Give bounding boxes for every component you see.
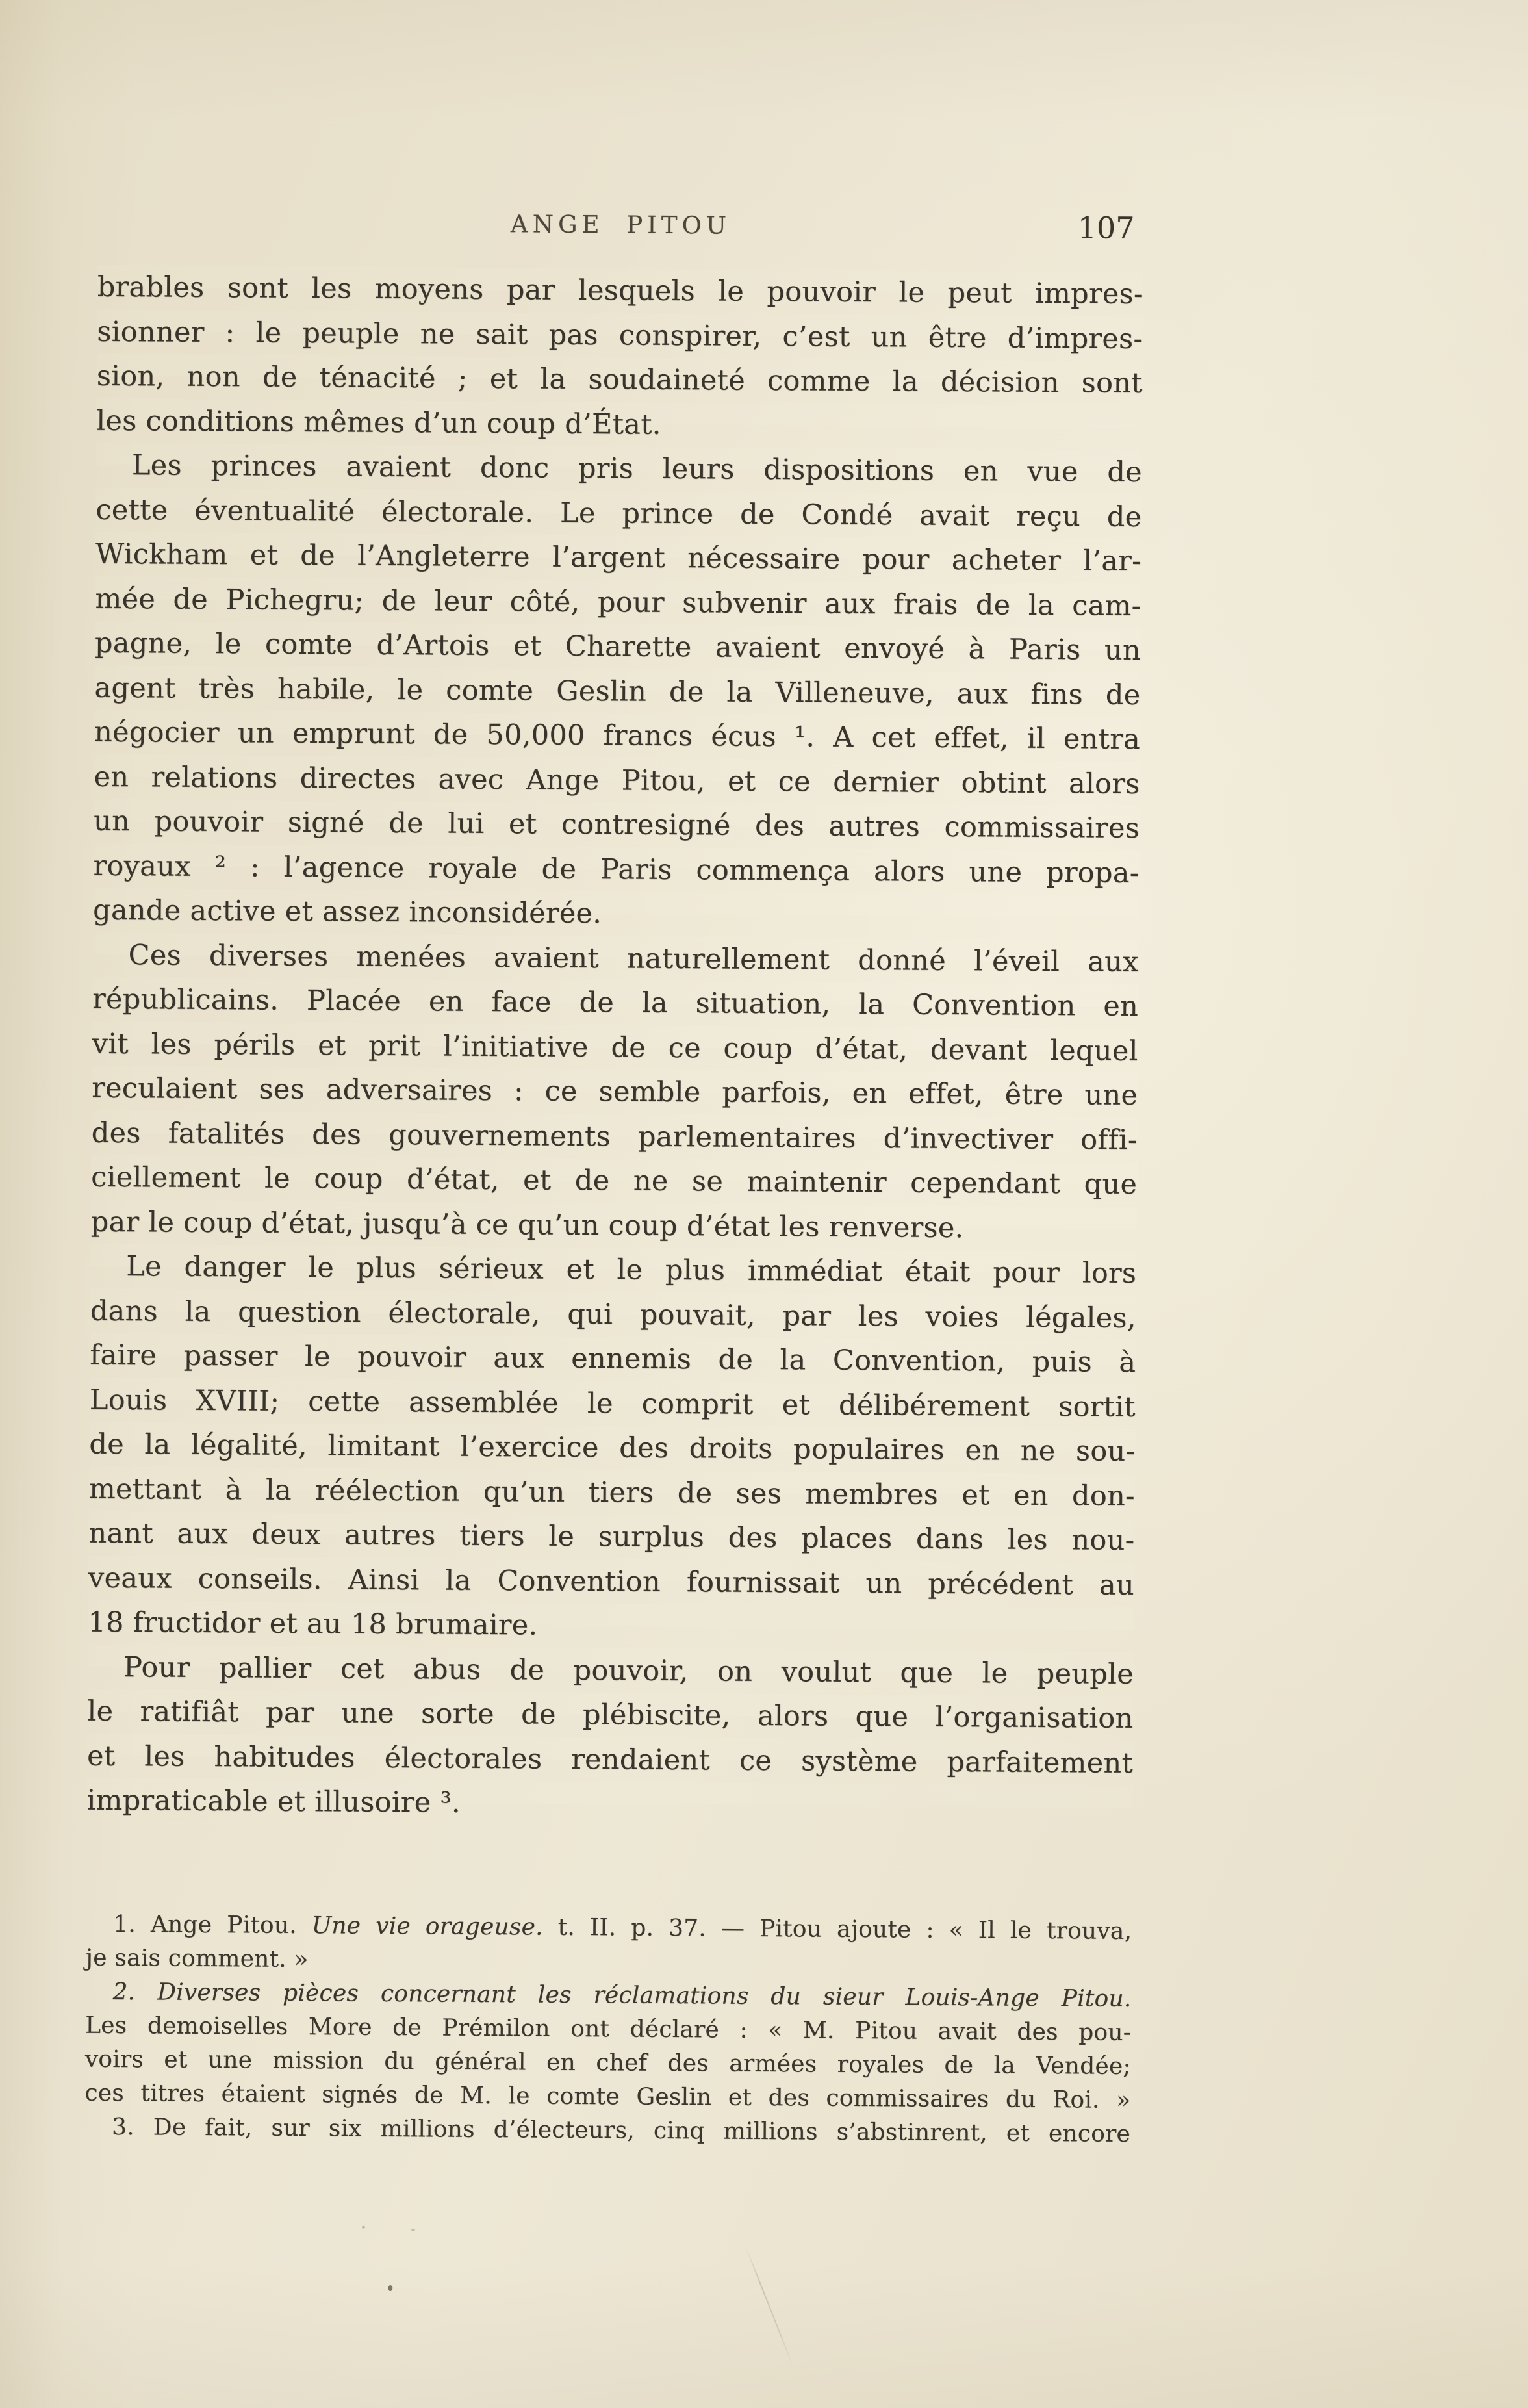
footnote-text: t. II. p. 37. — Pitou ajoute : « Il le trouva, [542, 1914, 1132, 1945]
text-line: des fatalités des gouvernements parlementaires d’invectiver offi- [91, 1116, 1138, 1157]
text-line: pagne, le comte d’Artois et Charette avaient envoyé à Paris un [94, 626, 1141, 667]
text-line: royaux ² : l’agence royale de Paris commença alors une propa- [93, 849, 1140, 890]
text-line: Pour pallier cet abus de pouvoir, on voulut que le peuple [123, 1650, 1134, 1691]
text-line: ciellement le coup d’état, et de ne se maintenir cependant que [91, 1160, 1138, 1201]
footnote-text-italic: Diverses pièces concernant les réclamations du sieur Louis-Ange Pitou. [157, 1979, 1132, 2012]
paragraph [86, 1645, 1134, 1830]
text-line: brables sont les moyens par lesquels le pouvoir le peut impres- [97, 270, 1143, 311]
footnote-text: ces titres étaient signés de M. le comte Geslin et des commissaires du Roi. » [84, 2079, 1131, 2114]
text-line: agent très habile, le comte Geslin de la Villeneuve, aux fins de [94, 671, 1141, 711]
text-line: sionner : le peuple ne sait pas conspirer, c’est un être d’impres- [97, 315, 1143, 355]
text-line: le ratifiât par une sorte de plébiscite, alors que l’organisation [87, 1695, 1134, 1735]
footnote-text: 3. De fait, sur six millions d’électeurs, cinq millions s’abstinrent, et encore [111, 2114, 1131, 2147]
text-line: mée de Pichegru; de leur côté, pour subvenir aux frais de la cam- [95, 582, 1141, 622]
text-line: un pouvoir signé de lui et contresigné des autres commissaires [93, 804, 1140, 845]
paragraph [93, 443, 1142, 940]
footnote-text: Les demoiselles More de Prémilon ont déclaré : « M. Pitou avait des pou- [85, 2012, 1132, 2046]
text-line: vit les périls et prit l’initiative de ce coup d’état, devant lequel [92, 1027, 1138, 1068]
footnote-text: je sais comment. » [85, 1944, 309, 1973]
text-line: cette éventualité électorale. Le prince de Condé avait reçu de [96, 493, 1142, 533]
page-number: 107 [1077, 210, 1135, 246]
footnote-line [84, 2110, 1130, 2151]
text-line: mettant à la réélection qu’un tiers de ses membres et en don- [88, 1472, 1136, 1513]
footnote [84, 2110, 1130, 2151]
footnote-text: voirs et une mission du général en chef des armées royales de la Vendée; [84, 2045, 1131, 2080]
text-line: Louis XVIII; cette assemblée le comprit et délibérement sortit [89, 1383, 1136, 1424]
text-line: négocier un emprunt de 50,000 francs écus ¹. A cet effet, il entra [94, 715, 1141, 756]
footnotes [84, 1908, 1132, 2151]
paper-speck [388, 2285, 392, 2291]
text-line: et les habitudes électorales rendaient ce système parfaitement [86, 1739, 1134, 1780]
footnote [86, 1908, 1132, 1982]
text-line: faire passer le pouvoir aux ennemis de la Convention, puis à [90, 1338, 1136, 1379]
footnote-text-italic: Une vie orageuse. [311, 1912, 543, 1941]
text-line: sion, non de ténacité ; et la soudaineté comme la décision sont [96, 359, 1143, 400]
text-line: en relations directes avec Ange Pitou, et ce dernier obtint alors [94, 760, 1140, 801]
running-title: ANGE PITOU [510, 210, 732, 240]
paper-speck [362, 2226, 365, 2229]
body-text [86, 265, 1143, 1830]
text-line: Les princes avaient donc pris leurs dispositions en vue de [131, 449, 1143, 489]
text-line: Wickham et de l’Angleterre l’argent nécessaire pour acheter l’ar- [95, 537, 1142, 578]
footnote-text-italic: 2. [112, 1979, 158, 2006]
paper-speck [411, 2229, 415, 2231]
text-line: de la légalité, limitant l’exercice des droits populaires en ne sou- [89, 1428, 1136, 1468]
text-line: 18 fructidor et au 18 brumaire. [88, 1606, 538, 1642]
page-header [97, 207, 1143, 253]
paragraph [88, 1244, 1136, 1652]
paragraph [96, 265, 1143, 450]
text-line: nant aux deux autres tiers le surplus des places dans les nou- [88, 1517, 1135, 1557]
text-line: les conditions mêmes d’un coup d’État. [96, 404, 661, 441]
paper-scratch [745, 2248, 793, 2366]
text-line: reculaient ses adversaires : ce semble parfois, en effet, être une [92, 1071, 1138, 1112]
footnote [84, 1975, 1131, 2118]
text-line: Ces diverses menées avaient naturellement donné l’éveil aux [128, 938, 1139, 979]
text-line: républicains. Placée en face de la situation, la Convention en [92, 982, 1139, 1023]
text-line: dans la question électorale, qui pouvait, par les voies légales, [90, 1294, 1136, 1335]
text-line: impraticable et illusoire ³. [86, 1784, 461, 1819]
paragraph [91, 932, 1139, 1251]
text-line: Le danger le plus sérieux et le plus immédiat était pour lors [126, 1250, 1137, 1290]
text-line: par le coup d’état, jusqu’à ce qu’un coup d’état les renverse. [90, 1205, 964, 1244]
text-line: veaux conseils. Ainsi la Convention fournissait un précédent au [88, 1561, 1135, 1602]
footnote-text: 1. Ange Pitou. [113, 1911, 312, 1940]
text-line: gande active et assez inconsidérée. [92, 893, 602, 930]
